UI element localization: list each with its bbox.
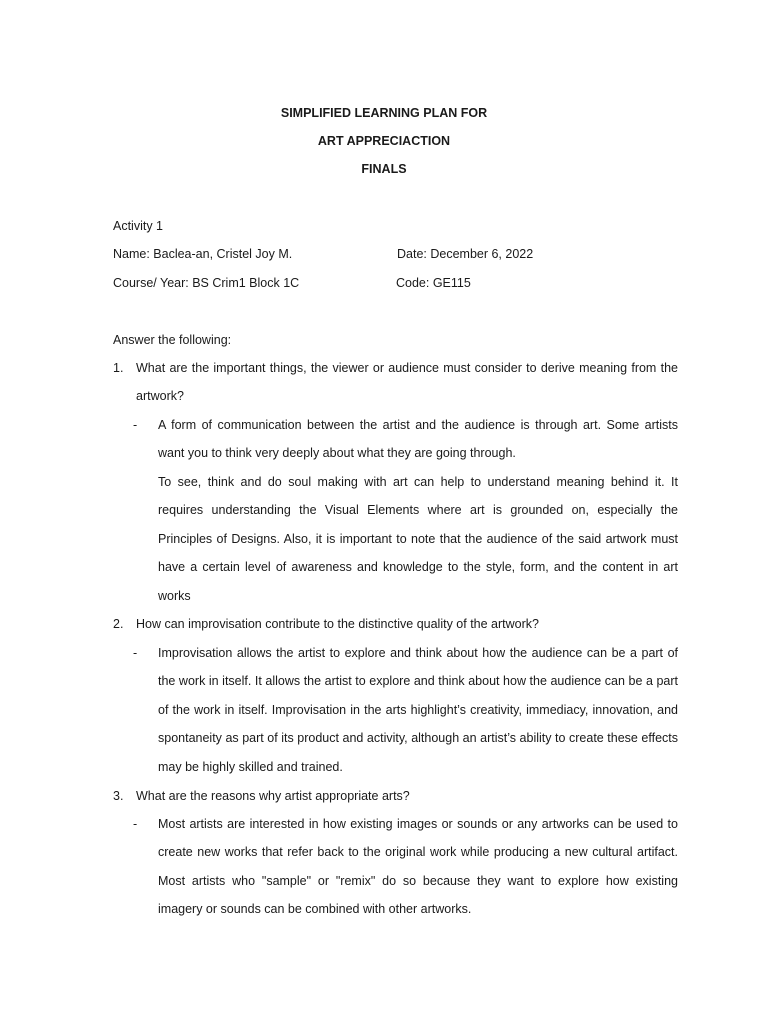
answer-bullet: - bbox=[133, 418, 138, 432]
question-text: How can improvisation contribute to the distinctive quality of the artwork? bbox=[136, 617, 539, 631]
answer-bullet: - bbox=[133, 817, 138, 831]
question-number: 2. bbox=[113, 617, 124, 631]
question-text: What are the reasons why artist appropriate arts? bbox=[136, 789, 410, 803]
submission-date: Date: December 6, 2022 bbox=[397, 247, 534, 261]
activity-label: Activity 1 bbox=[113, 219, 164, 233]
document-term: FINALS bbox=[361, 162, 407, 176]
student-name: Name: Baclea-an, Cristel Joy M. bbox=[113, 247, 293, 261]
question-number: 3. bbox=[113, 789, 124, 803]
question-number: 1. bbox=[113, 361, 124, 375]
answer-bullet: - bbox=[133, 646, 138, 660]
answer-paragraph: Improvisation allows the artist to explore and think about how the audience can be a part of the work in itself. It allows the artist to explore and think about how the audience can be a part of the work in itself. Improvisation in the arts highlight’s creativity, immediacy, innovation, and spontaneity as part of its product and activity, although an artist’s ability to create these effects may be highly skilled and trained. bbox=[158, 646, 678, 774]
answer-paragraph: A form of communication between the artist and the audience is through art. Some artists want you to think very deeply about what they are going through. bbox=[158, 418, 678, 461]
answer-paragraph: Most artists are interested in how existing images or sounds or any artworks can be used to create new works that refer back to the original work while producing a new cultural artifact. Most artists who "sample" or "remix" do so because they want to explore how existing imagery or sounds can be combined with other artworks. bbox=[158, 817, 678, 917]
course-year: Course/ Year: BS Crim1 Block 1C bbox=[113, 276, 300, 290]
question-text: What are the important things, the viewer or audience must consider to derive meaning from the artwork? bbox=[136, 361, 678, 404]
instructions: Answer the following: bbox=[113, 333, 232, 347]
course-code: Code: GE115 bbox=[396, 276, 471, 290]
document-title: SIMPLIFIED LEARNING PLAN FOR bbox=[280, 106, 488, 120]
answer-paragraph: To see, think and do soul making with art can help to understand meaning behind it. It requires understanding the Visual Elements where art is grounded on, especially the Principles of Designs. Also, it is important to note that the audience of the said artwork must have a certain level of awareness and knowledge to the style, form, and the content in art works bbox=[158, 475, 678, 603]
document-subject: ART APPRECIACTION bbox=[317, 134, 451, 148]
